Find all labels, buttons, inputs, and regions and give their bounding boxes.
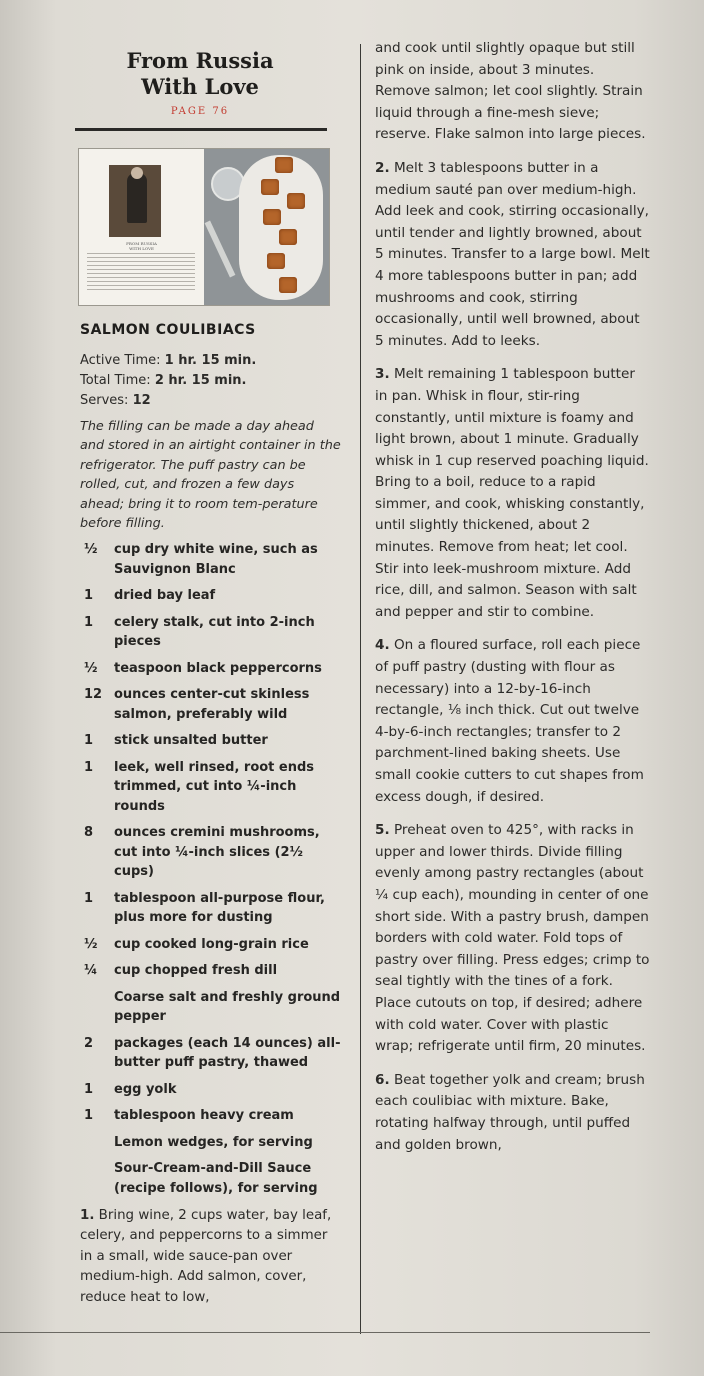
bottom-rule	[0, 1332, 650, 1333]
step-number: 6.	[375, 1071, 390, 1088]
ingredient-item	[84, 1080, 344, 1100]
pastry-icon	[261, 179, 279, 195]
ingredient-text: celery stalk, cut into 2-inch pieces	[114, 614, 315, 649]
ingredient-quantity: ¼	[84, 963, 98, 978]
ingredient-item	[84, 731, 344, 751]
header-block	[80, 48, 340, 117]
pastry-icon	[279, 277, 297, 293]
ingredient-item	[84, 685, 344, 724]
step-text: and cook until slightly opaque but still pink on inside, about 3 minutes. Remove salmon; let cool slightly. Strain liquid through a fine-mesh sieve; reserve. Flake salmon into large pieces.	[375, 40, 646, 143]
method-step	[375, 1070, 650, 1156]
ingredient-text: stick unsalted butter	[114, 733, 268, 748]
step-number: 3.	[375, 366, 390, 383]
ingredient-quantity: 1	[84, 759, 94, 775]
ingredient-text: Lemon wedges, for serving	[114, 1134, 313, 1150]
step-text: Melt 3 tablespoons butter in a medium sauté pan over medium-high. Add leek and cook, stirring occasionally, until tender and lightly browned, about 5 minutes. Transfer to a large bowl. Melt 4 more tablespoons butter in pan; add mushrooms and cook, stirring occasionally, until well browned, about 5 minutes. Add to leeks.	[375, 159, 650, 349]
ingredient-quantity: 1	[84, 588, 94, 603]
ingredient-text: ounces center-cut skinless salmon, preferably wild	[114, 687, 310, 722]
portrait-head	[131, 167, 143, 179]
ingredient-text: packages (each 14 ounces) all-butter puff pastry, thawed	[114, 1035, 341, 1070]
ingredient-item	[84, 540, 344, 579]
step-text: On a floured surface, roll each piece of puff pastry (dusting with flour as necessary) into a 12-by-16-inch rectangle, ⅛ inch thick. Cut out twelve 4-by-6-inch rectangles; transfer to 2 parchment-lined baking sheets. Use small cookie cutters to cut shapes from excess dough, if desired.	[375, 637, 644, 805]
ingredient-text: tablespoon all-purpose flour, plus more for dusting	[114, 890, 325, 925]
title-line-1: From Russia	[126, 48, 274, 73]
ingredient-list	[84, 540, 344, 1205]
thumbnail-left-page	[79, 149, 204, 305]
ingredient-text: cup chopped fresh dill	[114, 963, 278, 978]
ingredient-item	[84, 988, 344, 1027]
pastry-icon	[267, 253, 285, 269]
thumbnail-caption: FROM RUSSIA WITH LOVE	[126, 241, 157, 251]
thumbnail-text-lines	[87, 253, 195, 293]
step-text: Melt remaining 1 tablespoon butter in pan. Whisk in flour, stir-ring constantly, until mixture is foamy and light brown, about 1 minute. Gradually whisk in 1 cup reserved poaching liquid. Bring to a boil, reduce to a rapid simmer, and cook, whisking constantly, until slightly thickened, about 2 minutes. Remove from heat; let cool. Stir into leek-mushroom mixture. Add rice, dill, and salmon. Season with salt and pepper and stir to combine.	[375, 366, 649, 620]
ingredient-text: teaspoon black peppercorns	[114, 660, 322, 676]
ingredient-item	[84, 823, 344, 882]
ingredient-item	[84, 961, 344, 981]
ingredient-item	[84, 889, 344, 928]
ingredient-text: ounces cremini mushrooms, cut into ¼-inch slices (2½ cups)	[114, 825, 320, 879]
ingredient-quantity: ½	[84, 542, 98, 557]
pastry-icon	[263, 209, 281, 225]
pastry-icon	[279, 229, 297, 245]
ingredient-text: leek, well rinsed, root ends trimmed, cut into ¼-inch rounds	[114, 759, 315, 814]
ingredient-item	[84, 586, 344, 606]
ingredient-item	[84, 1106, 344, 1126]
recipe-meta	[80, 351, 256, 411]
method-step	[375, 820, 650, 1058]
ingredient-item	[84, 935, 344, 955]
ingredient-text: Sour-Cream-and-Dill Sauce (recipe follows), for serving	[114, 1161, 318, 1196]
step-text: Preheat oven to 425°, with racks in upper and lower thirds. Divide filling evenly among pastry rectangles (about ¼ cup each), mounding in center of one short side. With a pastry brush, dampen borders with cold water. Fold tops of pastry over filling. Press edges; crimp to seal tightly with the tines of a fork. Place cutouts on top, if desired; adhere with cold water. Cover with plastic wrap; refrigerate until firm, 20 minutes.	[375, 822, 650, 1055]
method-step	[375, 364, 650, 623]
recipe-name: SALMON COULIBIACS	[80, 322, 256, 338]
ingredient-text: Coarse salt and freshly ground pepper	[114, 989, 341, 1024]
article-thumbnail	[78, 148, 330, 306]
active-time: Active Time: 1 hr. 15 min.	[80, 353, 257, 368]
ingredient-quantity: 12	[84, 687, 103, 702]
serves: Serves: 12	[80, 393, 151, 408]
ingredient-text: tablespoon heavy cream	[114, 1108, 294, 1123]
step-text: Beat together yolk and cream; brush each coulibiac with mixture. Bake, rotating halfway through, until puffed and golden brown,	[375, 1071, 645, 1153]
column-divider	[360, 44, 361, 1334]
recipe-note: The filling can be made a day ahead and stored in an airtight container in the refrigerator. The puff pastry can be rolled, cut, and frozen a few days ahead; bring it to room tem-perature before filling.	[80, 419, 341, 532]
method-steps	[375, 38, 650, 1168]
ingredient-text: egg yolk	[114, 1081, 177, 1097]
page-reference: PAGE 76	[170, 106, 230, 117]
title-line-2: With Love	[141, 74, 259, 99]
ingredient-item	[84, 1133, 344, 1153]
thumbnail-portrait	[109, 165, 161, 237]
step-1: 1. Bring wine, 2 cups water, bay leaf, celery, and peppercorns to a simmer in a small, wide sauce-pan over medium-high. Add salmon, cover, reduce heat to low,	[80, 1208, 332, 1305]
ingredient-text: cup dry white wine, such as Sauvignon Blanc	[114, 542, 318, 577]
ingredient-item	[84, 1034, 344, 1073]
ingredient-quantity: 8	[84, 825, 94, 840]
pastry-icon	[287, 193, 305, 209]
ingredient-item	[84, 1159, 344, 1198]
ingredient-text: cup cooked long-grain rice	[114, 936, 309, 952]
pastry-icon	[275, 157, 293, 173]
ingredient-quantity: 1	[84, 614, 94, 630]
ingredient-quantity: ½	[84, 936, 98, 952]
header-rule	[75, 128, 327, 131]
step-number: 2.	[375, 159, 390, 176]
ingredient-item	[84, 758, 344, 817]
ingredient-item	[84, 613, 344, 652]
ingredient-quantity: 2	[84, 1035, 94, 1051]
method-step	[375, 38, 650, 146]
method-step	[375, 635, 650, 808]
portrait-figure	[127, 173, 147, 223]
step-number: 5.	[375, 822, 390, 839]
ingredient-item	[84, 659, 344, 679]
step-number: 4.	[375, 637, 390, 654]
method-step	[375, 158, 650, 352]
total-time: Total Time: 2 hr. 15 min.	[80, 373, 247, 388]
article-title	[80, 48, 320, 100]
ingredient-text: dried bay leaf	[114, 588, 216, 603]
ingredient-quantity: 1	[84, 890, 94, 906]
ingredient-quantity: 1	[84, 1108, 94, 1123]
ingredient-quantity: 1	[84, 1081, 94, 1097]
ingredient-quantity: ½	[84, 660, 98, 676]
ingredient-quantity: 1	[84, 733, 94, 748]
